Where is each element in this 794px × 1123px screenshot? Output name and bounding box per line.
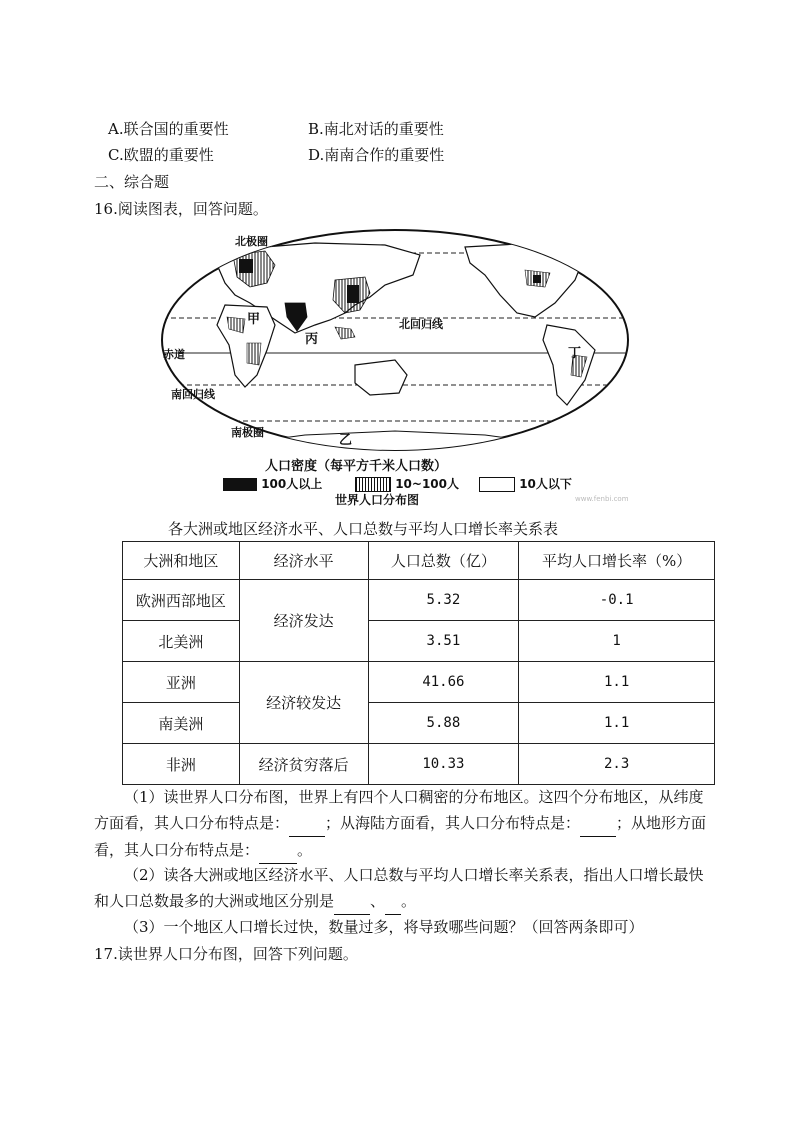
north-america-dense-core: [533, 275, 541, 283]
population-cell: 5.32: [368, 580, 519, 621]
europe-dense-core: [239, 259, 253, 273]
legend-label-high: 100人以上: [261, 477, 323, 491]
region-cell: 南美洲: [123, 703, 240, 744]
growth-cell: 1.1: [519, 703, 715, 744]
table-row: [123, 580, 715, 621]
population-cell: 3.51: [368, 621, 519, 662]
legend-low: [479, 475, 572, 492]
table-row: [123, 703, 715, 744]
q16-p1-text-b: ；从海陆方面看，其人口分布特点是：: [325, 814, 581, 832]
label-yi: 乙: [339, 433, 353, 448]
table-header-cell: 经济水平: [239, 542, 368, 580]
option-c: C.欧盟的重要性: [108, 146, 214, 164]
q16-p1-text-a: （1）读世界人口分布图，世界上有四个人口稠密的分布地区。这四个分布地区，从纬度方面看，其人口分布特点是：: [94, 788, 704, 832]
economy-level-cell: 经济较发达: [239, 662, 368, 744]
australia-shape: [355, 360, 407, 395]
label-bing: 丙: [305, 332, 319, 347]
legend-swatch-high: [223, 478, 257, 491]
q16-p2-text-c: 。: [401, 892, 417, 910]
table-header-cell: 平均人口增长率（%）: [519, 542, 715, 580]
economy-level-cell: 经济贫穷落后: [239, 744, 368, 785]
data-table: [122, 541, 715, 785]
legend-mid: [355, 475, 459, 492]
growth-cell: 1: [519, 621, 715, 662]
question-16-part-2: [94, 862, 714, 915]
region-cell: 欧洲西部地区: [123, 580, 240, 621]
region-cell: 北美洲: [123, 621, 240, 662]
region-cell: 非洲: [123, 744, 240, 785]
legend-label-mid: 10~100人: [395, 477, 459, 491]
economy-level-cell: 经济发达: [239, 580, 368, 662]
q16-p2-text-a: （2）读各大洲或地区经济水平、人口总数与平均人口增长率关系表，指出人口增长最快和人口总数最多的大洲或地区分别是: [94, 866, 704, 910]
table-title: 各大洲或地区经济水平、人口总数与平均人口增长率关系表: [168, 520, 559, 538]
legend-label-low: 10人以下: [519, 477, 572, 491]
option-d: D.南南合作的重要性: [308, 146, 445, 164]
table-header-row: [123, 542, 715, 580]
answer-blank-terrain[interactable]: [259, 837, 297, 864]
question-16-part-1: [94, 784, 714, 864]
region-cell: 亚洲: [123, 662, 240, 703]
q16-p1-text-c: ；从地形方面看，其人口分布特点是：: [94, 814, 707, 859]
q16-p2-text-b: 、: [370, 892, 386, 910]
label-ding: 丁: [568, 346, 582, 361]
table-header-cell: 人口总数（亿）: [368, 542, 519, 580]
answer-blank-fastest-growth[interactable]: [334, 888, 370, 915]
legend-high: [223, 475, 322, 492]
question-17: 17.读世界人口分布图，回答下列问题。: [94, 945, 358, 963]
question-16-intro: 16.阅读图表，回答问题。: [94, 200, 268, 218]
label-equator: 赤道: [163, 348, 185, 361]
growth-cell: -0.1: [519, 580, 715, 621]
world-population-map: [155, 225, 635, 505]
growth-cell: 2.3: [519, 744, 715, 785]
label-jia: 甲: [247, 312, 261, 327]
east-africa-density-area: [247, 343, 261, 365]
option-a: A.联合国的重要性: [108, 120, 229, 138]
table-row: [123, 744, 715, 785]
table-row: [123, 621, 715, 662]
growth-cell: 1.1: [519, 662, 715, 703]
legend-swatch-mid: [355, 477, 391, 492]
option-b: B.南北对话的重要性: [308, 120, 444, 138]
label-tropic-of-capricorn: 南回归线: [171, 388, 215, 401]
label-antarctic-circle: 南极圈: [231, 426, 264, 439]
answer-blank-latitude[interactable]: [289, 810, 325, 837]
label-arctic-circle: 北极圈: [235, 235, 268, 248]
map-watermark: www.fenbi.com: [575, 495, 629, 503]
table-row: [123, 662, 715, 703]
table-header-cell: 大洲和地区: [123, 542, 240, 580]
label-tropic-of-cancer: 北回归线: [399, 318, 443, 331]
legend-title: 人口密度（每平方千米人口数）: [265, 459, 448, 474]
map-caption: 世界人口分布图: [335, 493, 420, 507]
question-16-part-3: （3）一个地区人口增长过快，数量过多，将导致哪些问题？（回答两条即可）: [124, 918, 644, 936]
section-heading: 二、综合题: [94, 173, 170, 191]
q16-p1-text-d: 。: [297, 841, 313, 859]
population-cell: 41.66: [368, 662, 519, 703]
answer-blank-land-sea[interactable]: [580, 810, 616, 837]
answer-blank-largest-population[interactable]: [385, 888, 401, 915]
population-cell: 5.88: [368, 703, 519, 744]
east-asia-dense-core: [347, 285, 359, 303]
legend-swatch-low: [479, 477, 515, 492]
population-cell: 10.33: [368, 744, 519, 785]
